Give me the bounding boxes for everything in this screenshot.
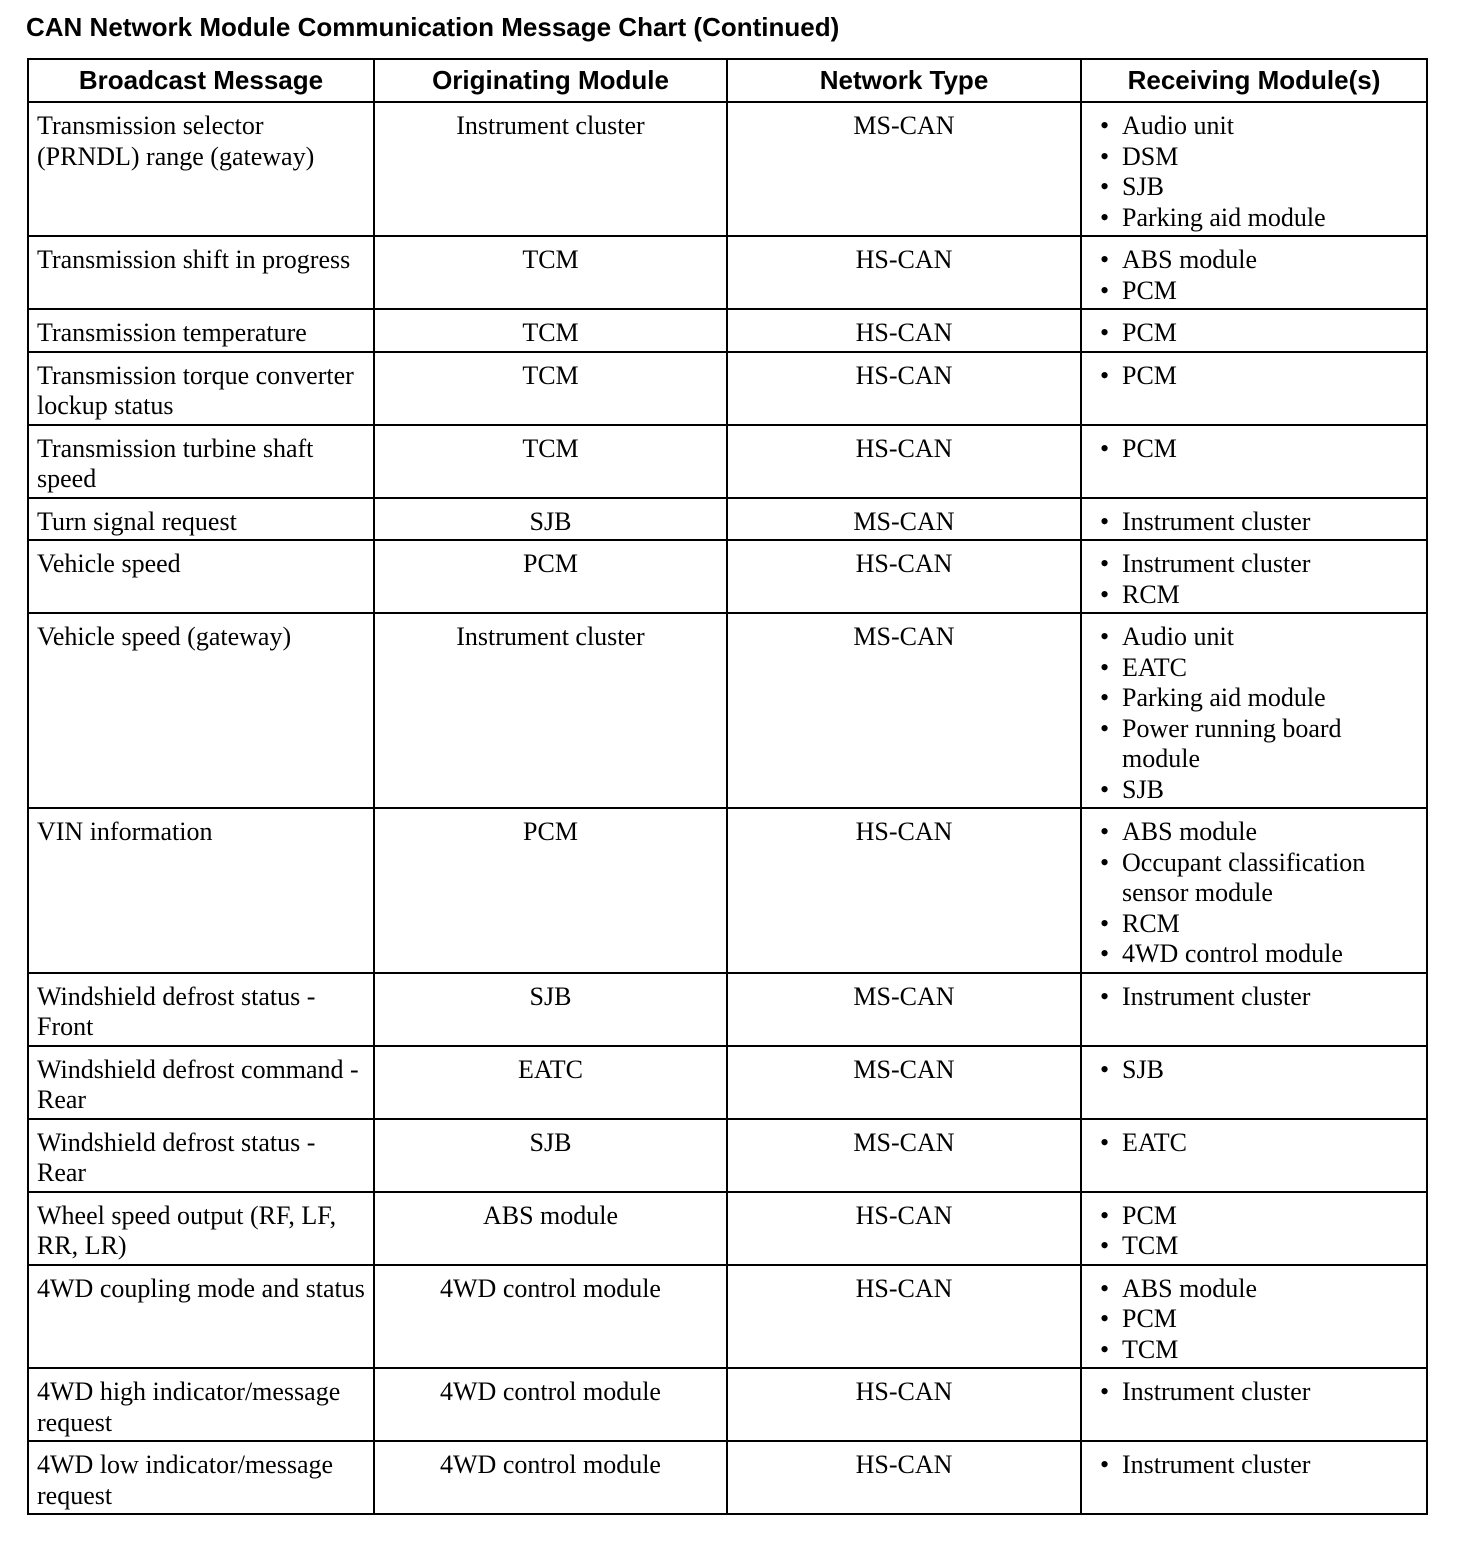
receiving-modules-cell [1081, 1192, 1427, 1265]
broadcast-message-cell: VIN information [28, 808, 374, 973]
network-type-cell: MS-CAN [727, 973, 1081, 1046]
receiving-module-item: • PCM [1096, 434, 1418, 465]
originating-module-cell: SJB [374, 973, 727, 1046]
table-row [28, 808, 1427, 973]
receiving-modules-cell [1081, 102, 1427, 236]
network-type-cell: HS-CAN [727, 1441, 1081, 1514]
receiving-module-item: • PCM [1096, 361, 1418, 392]
receiving-module-item: • SJB [1096, 1055, 1418, 1086]
broadcast-message-cell: 4WD high indicator/message request [28, 1368, 374, 1441]
receiving-modules-cell [1081, 540, 1427, 613]
originating-module-cell: PCM [374, 808, 727, 973]
originating-module-cell: PCM [374, 540, 727, 613]
receiving-module-item: • EATC [1096, 653, 1418, 684]
receiving-module-item: • Instrument cluster [1096, 1450, 1418, 1481]
receiving-modules-cell [1081, 498, 1427, 541]
network-type-cell: MS-CAN [727, 498, 1081, 541]
receiving-module-item: • SJB [1096, 775, 1418, 806]
receiving-modules-cell [1081, 1046, 1427, 1119]
broadcast-message-cell: Transmission temperature [28, 309, 374, 352]
receiving-module-item: • TCM [1096, 1231, 1418, 1262]
receiving-module-item: • Instrument cluster [1096, 982, 1418, 1013]
header-row [28, 59, 1427, 102]
receiving-modules-cell [1081, 1265, 1427, 1369]
network-type-cell: MS-CAN [727, 1119, 1081, 1192]
table-row [28, 1441, 1427, 1514]
receiving-module-item: • ABS module [1096, 245, 1418, 276]
network-type-cell: HS-CAN [727, 309, 1081, 352]
receiving-module-item: • PCM [1096, 1201, 1418, 1232]
table-row [28, 613, 1427, 808]
network-type-cell: HS-CAN [727, 425, 1081, 498]
broadcast-message-cell: Wheel speed output (RF, LF, RR, LR) [28, 1192, 374, 1265]
receiving-module-item: • PCM [1096, 1304, 1418, 1335]
originating-module-cell: SJB [374, 1119, 727, 1192]
network-type-cell: HS-CAN [727, 236, 1081, 309]
receiving-modules-list [1090, 245, 1418, 306]
broadcast-message-cell: Turn signal request [28, 498, 374, 541]
table-row [28, 1046, 1427, 1119]
broadcast-message-cell: Windshield defrost status - Front [28, 973, 374, 1046]
originating-module-cell: ABS module [374, 1192, 727, 1265]
network-type-cell: MS-CAN [727, 613, 1081, 808]
originating-module-cell: TCM [374, 425, 727, 498]
originating-module-cell: 4WD control module [374, 1368, 727, 1441]
page-title: CAN Network Module Communication Message Chart (Continued) [26, 12, 840, 42]
receiving-module-item: • ABS module [1096, 817, 1418, 848]
receiving-modules-list [1090, 1128, 1418, 1159]
receiving-modules-list [1090, 622, 1418, 805]
broadcast-message-cell: Transmission shift in progress [28, 236, 374, 309]
table-row [28, 973, 1427, 1046]
originating-module-cell: TCM [374, 236, 727, 309]
network-type-cell: HS-CAN [727, 808, 1081, 973]
receiving-modules-list [1090, 111, 1418, 233]
receiving-module-item: • Instrument cluster [1096, 549, 1418, 580]
table-row [28, 236, 1427, 309]
receiving-modules-list [1090, 507, 1418, 538]
receiving-modules-list [1090, 549, 1418, 610]
originating-module-cell: Instrument cluster [374, 613, 727, 808]
receiving-module-item: • 4WD control module [1096, 939, 1418, 970]
table-row [28, 1368, 1427, 1441]
receiving-module-item: • RCM [1096, 580, 1418, 611]
receiving-modules-cell [1081, 973, 1427, 1046]
receiving-modules-list [1090, 361, 1418, 392]
receiving-module-item: • Power running board module [1096, 714, 1418, 775]
receiving-module-item: • RCM [1096, 909, 1418, 940]
network-type-cell: HS-CAN [727, 540, 1081, 613]
broadcast-message-cell: Vehicle speed (gateway) [28, 613, 374, 808]
receiving-module-item: • DSM [1096, 142, 1418, 173]
receiving-modules-cell [1081, 309, 1427, 352]
network-type-cell: HS-CAN [727, 1368, 1081, 1441]
originating-module-cell: Instrument cluster [374, 102, 727, 236]
receiving-modules-cell [1081, 1119, 1427, 1192]
network-type-cell: HS-CAN [727, 1192, 1081, 1265]
receiving-modules-list [1090, 1377, 1418, 1408]
table-row [28, 1119, 1427, 1192]
receiving-modules-cell [1081, 1441, 1427, 1514]
originating-module-cell: TCM [374, 309, 727, 352]
originating-module-cell: TCM [374, 352, 727, 425]
network-type-cell: HS-CAN [727, 1265, 1081, 1369]
receiving-modules-list [1090, 982, 1418, 1013]
broadcast-message-cell: 4WD coupling mode and status [28, 1265, 374, 1369]
table-row [28, 352, 1427, 425]
header-originating-module: Originating Module [374, 59, 727, 102]
table-row [28, 425, 1427, 498]
receiving-module-item: • Parking aid module [1096, 203, 1418, 234]
receiving-modules-list [1090, 318, 1418, 349]
table-body [28, 102, 1427, 1514]
receiving-module-item: • Audio unit [1096, 622, 1418, 653]
receiving-module-item: • EATC [1096, 1128, 1418, 1159]
network-type-cell: HS-CAN [727, 352, 1081, 425]
receiving-module-item: • Occupant classification sensor module [1096, 848, 1418, 909]
table-row [28, 540, 1427, 613]
receiving-module-item: • Parking aid module [1096, 683, 1418, 714]
network-type-cell: MS-CAN [727, 102, 1081, 236]
receiving-modules-cell [1081, 808, 1427, 973]
receiving-module-item: • Instrument cluster [1096, 507, 1418, 538]
header-receiving-modules: Receiving Module(s) [1081, 59, 1427, 102]
receiving-module-item: • SJB [1096, 172, 1418, 203]
originating-module-cell: 4WD control module [374, 1265, 727, 1369]
header-broadcast-message: Broadcast Message [28, 59, 374, 102]
receiving-module-item: • PCM [1096, 276, 1418, 307]
receiving-modules-list [1090, 1055, 1418, 1086]
receiving-module-item: • PCM [1096, 318, 1418, 349]
originating-module-cell: 4WD control module [374, 1441, 727, 1514]
receiving-modules-cell [1081, 613, 1427, 808]
table-row [28, 309, 1427, 352]
receiving-modules-cell [1081, 236, 1427, 309]
receiving-modules-list [1090, 1450, 1418, 1481]
receiving-modules-cell [1081, 352, 1427, 425]
originating-module-cell: SJB [374, 498, 727, 541]
broadcast-message-cell: Transmission selector (PRNDL) range (gateway) [28, 102, 374, 236]
table-row [28, 1192, 1427, 1265]
receiving-modules-cell [1081, 1368, 1427, 1441]
receiving-module-item: • TCM [1096, 1335, 1418, 1366]
table-row [28, 498, 1427, 541]
receiving-modules-cell [1081, 425, 1427, 498]
receiving-module-item: • Instrument cluster [1096, 1377, 1418, 1408]
table-row [28, 1265, 1427, 1369]
header-network-type: Network Type [727, 59, 1081, 102]
receiving-modules-list [1090, 1274, 1418, 1366]
broadcast-message-cell: Windshield defrost status - Rear [28, 1119, 374, 1192]
broadcast-message-cell: Windshield defrost command - Rear [28, 1046, 374, 1119]
receiving-modules-list [1090, 817, 1418, 970]
broadcast-message-cell: Vehicle speed [28, 540, 374, 613]
table-row [28, 102, 1427, 236]
network-type-cell: MS-CAN [727, 1046, 1081, 1119]
receiving-module-item: • Audio unit [1096, 111, 1418, 142]
receiving-modules-list [1090, 1201, 1418, 1262]
broadcast-message-cell: Transmission turbine shaft speed [28, 425, 374, 498]
broadcast-message-cell: Transmission torque converter lockup status [28, 352, 374, 425]
message-chart-table [27, 58, 1428, 1515]
receiving-modules-list [1090, 434, 1418, 465]
originating-module-cell: EATC [374, 1046, 727, 1119]
receiving-module-item: • ABS module [1096, 1274, 1418, 1305]
broadcast-message-cell: 4WD low indicator/message request [28, 1441, 374, 1514]
